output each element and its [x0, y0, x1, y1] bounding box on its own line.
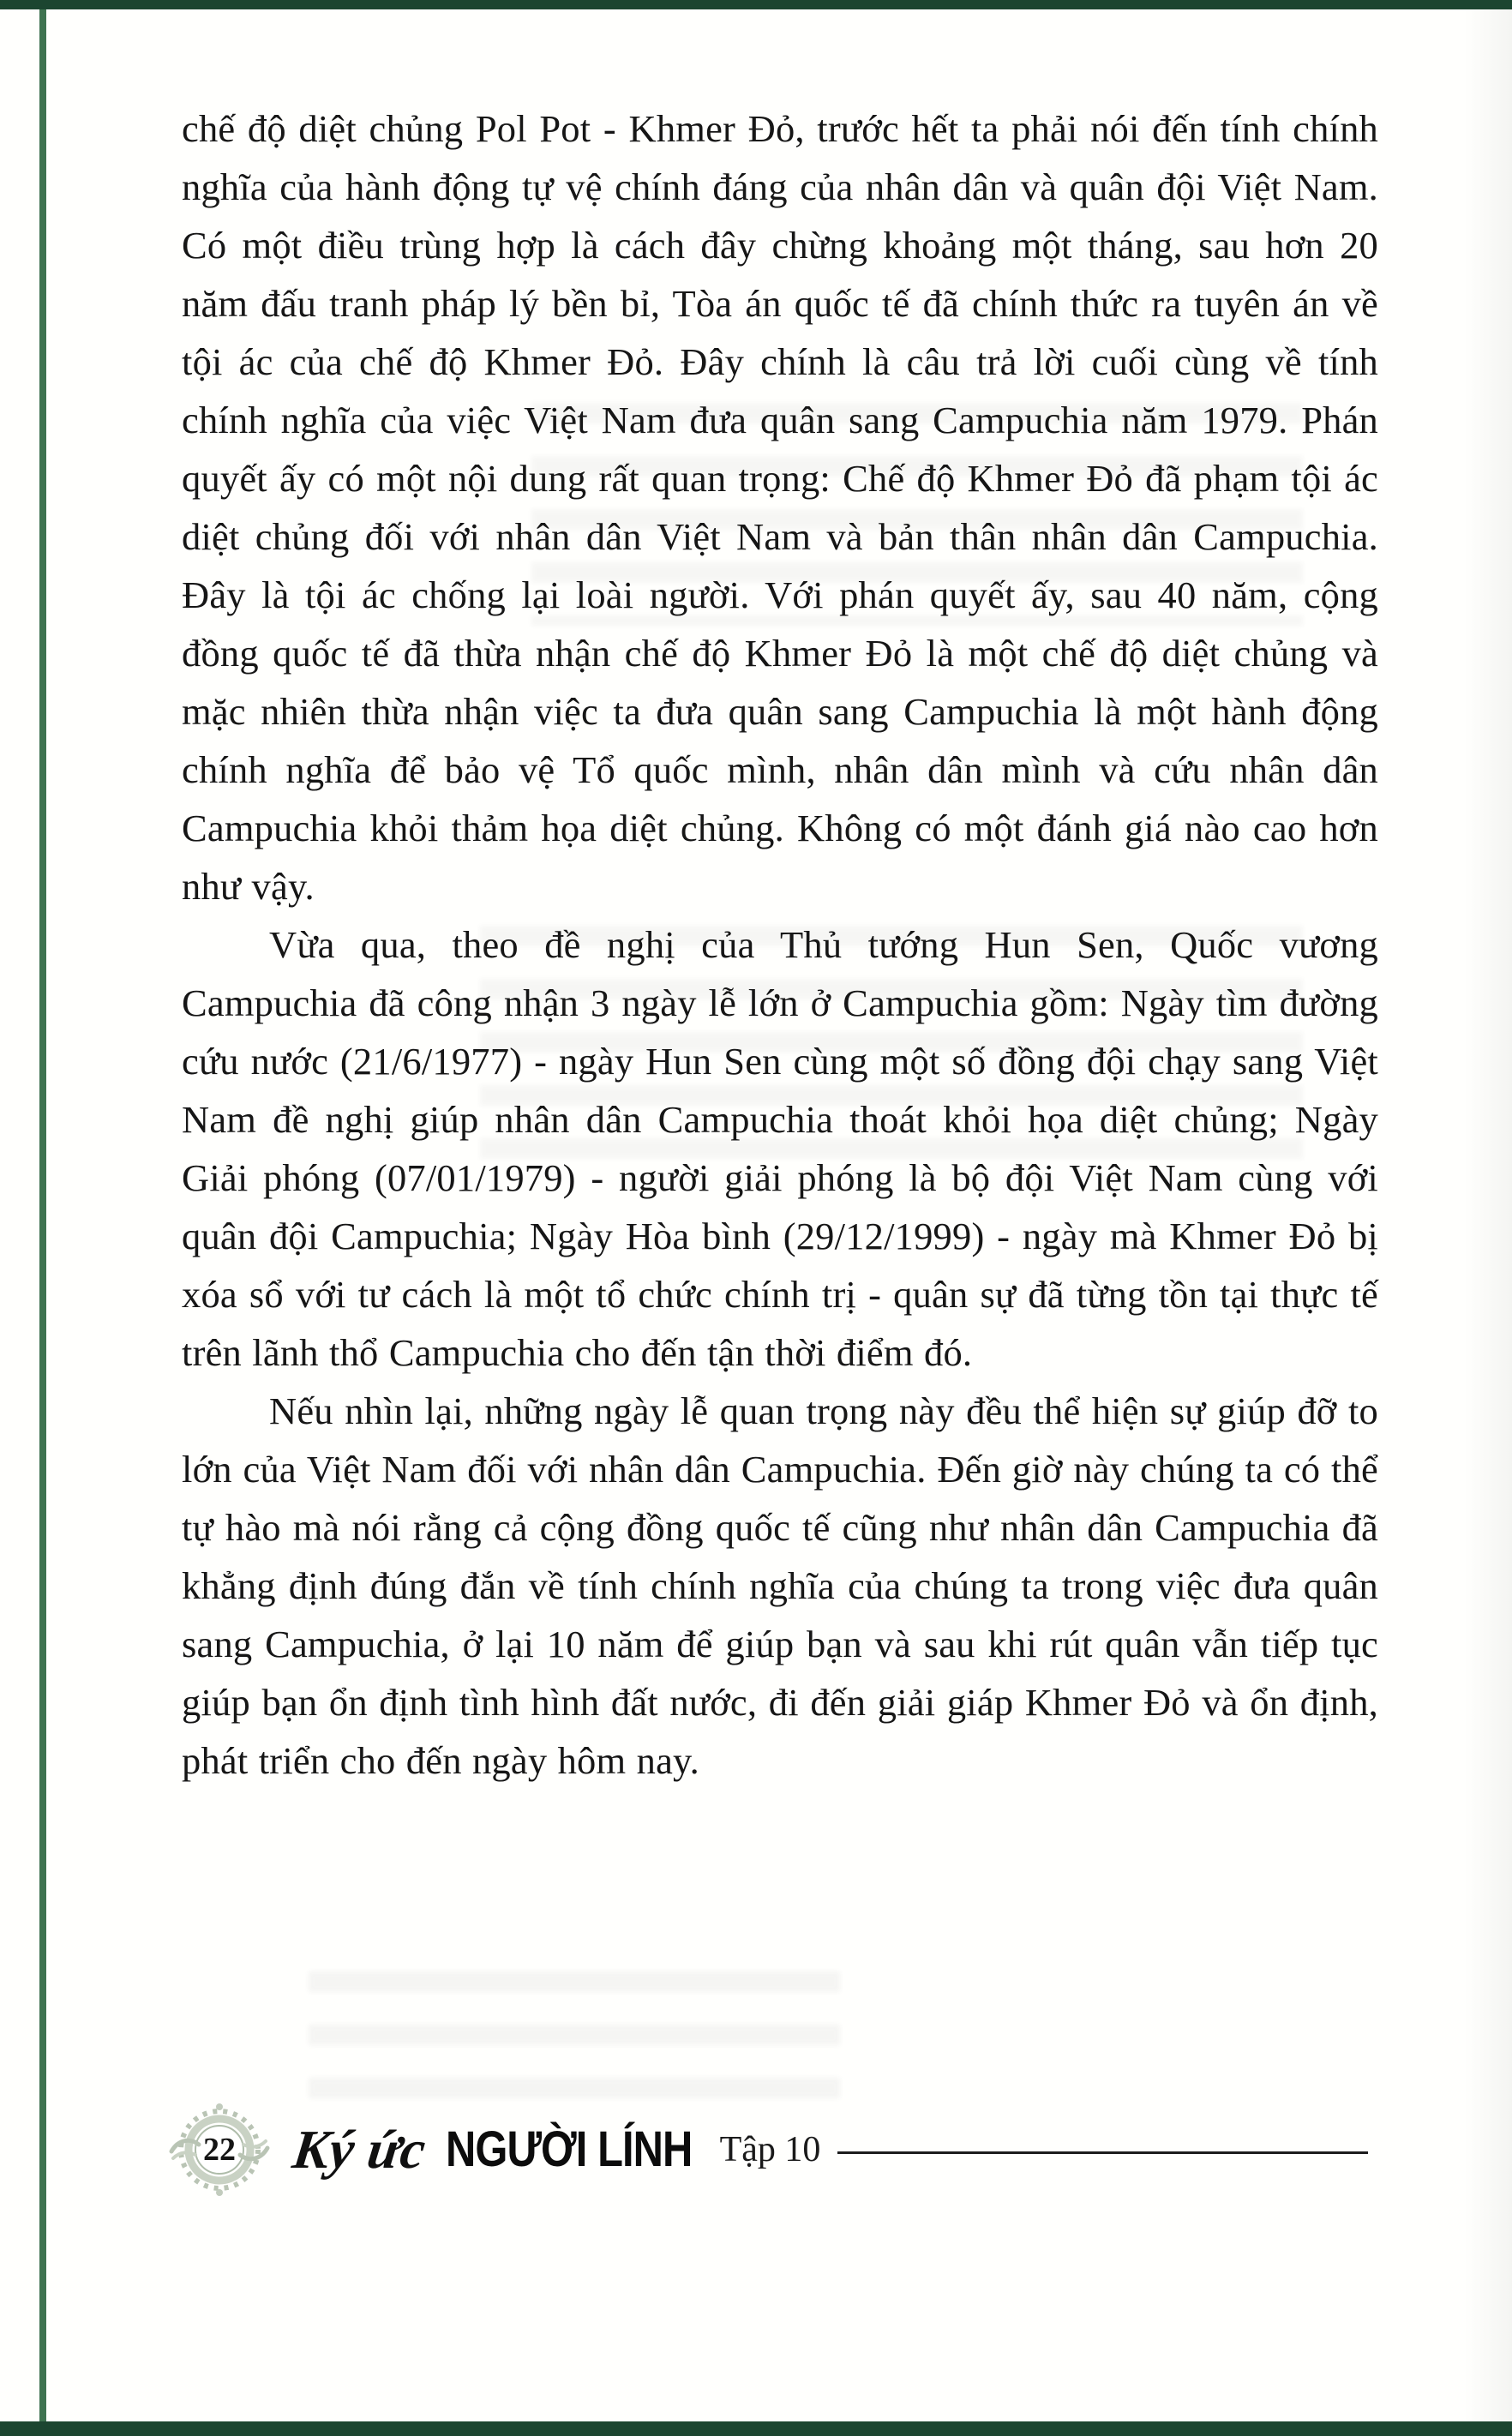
- volume-label: Tập 10: [719, 2130, 821, 2169]
- series-title-script: Ký ức: [289, 2119, 429, 2180]
- book-edge-top: [0, 0, 1512, 9]
- book-edge-left: [39, 9, 46, 2421]
- paragraph-2: Vừa qua, theo đề nghị của Thủ tướng Hun Sen, Quốc vương Campuchia đã công nhận 3 ngày lễ lớn ở Campuchia gồm: Ngày tìm đường cứu nước (21/6/1977) - ngày Hun Sen cùng một số đồng đội chạy sang Việt Nam đề nghị giúp nhân dân Campuchia thoát khỏi họa diệt chủng; Ngày Giải phóng (07/01/1979) - người giải phóng là bộ đội Việt Nam cùng với quân đội Campuchia; Ngày Hòa bình (29/12/1999) - ngày mà Khmer Đỏ bị xóa sổ với tư cách là một tổ chức chính trị - quân sự đã từng tồn tại thực tế trên lãnh thổ Campuchia cho đến tận thời điểm đó.: [182, 923, 1378, 1374]
- series-title-bold: NGƯỜI LÍNH: [445, 2121, 693, 2178]
- paragraph-1: chế độ diệt chủng Pol Pot - Khmer Đỏ, trước hết ta phải nói đến tính chính nghĩa của hành động tự vệ chính đáng của nhân dân và quân đội Việt Nam. Có một điều trùng hợp là cách đây chừng khoảng một tháng, sau hơn 20 năm đấu tranh pháp lý bền bỉ, Tòa án quốc tế đã chính thức ra tuyên án về tội ác của chế độ Khmer Đỏ. Đây chính là câu trả lời cuối cùng về tính chính nghĩa của việc Việt Nam đưa quân sang Campuchia năm 1979. Phán quyết ấy có một nội dung rất quan trọng: Chế độ Khmer Đỏ đã phạm tội ác diệt chủng đối với nhân dân Việt Nam và bản thân nhân dân Campuchia. Đây là tội ác chống lại loài người. Với phán quyết ấy, sau 40 năm, cộng đồng quốc tế đã thừa nhận chế độ Khmer Đỏ là một chế độ diệt chủng và mặc nhiên thừa nhận việc ta đưa quân sang Campuchia là một hành động chính nghĩa để bảo vệ Tổ quốc mình, nhân dân mình và cứu nhân dân Campuchia khỏi thảm họa diệt chủng. Không có một đánh giá nào cao hơn như vậy.: [182, 107, 1378, 908]
- book-edge-bottom: [0, 2421, 1512, 2436]
- page-shading-right: [1464, 9, 1512, 2421]
- page-number: 22: [203, 2132, 236, 2168]
- page-number-ornament: [168, 2098, 271, 2201]
- page-text-block: [182, 99, 1378, 1790]
- paragraph-3: Nếu nhìn lại, những ngày lễ quan trọng này đều thể hiện sự giúp đỡ to lớn của Việt Nam đối với nhân dân Campuchia. Đến giờ này chúng ta có thể tự hào mà nói rằng cả cộng đồng quốc tế cũng như nhân dân Campuchia đã khẳng định đúng đắn về tính chính nghĩa của chúng ta trong việc đưa quân sang Campuchia, ở lại 10 năm để giúp bạn và sau khi rút quân vẫn tiếp tục giúp bạn ổn định tình hình đất nước, đi đến giải giáp Khmer Đỏ và ổn định, phát triển cho đến ngày hôm nay.: [182, 1389, 1378, 1782]
- page-footer: [168, 2097, 1368, 2203]
- print-bleed-artifact: [309, 1971, 840, 2100]
- footer-rule: [837, 2151, 1368, 2154]
